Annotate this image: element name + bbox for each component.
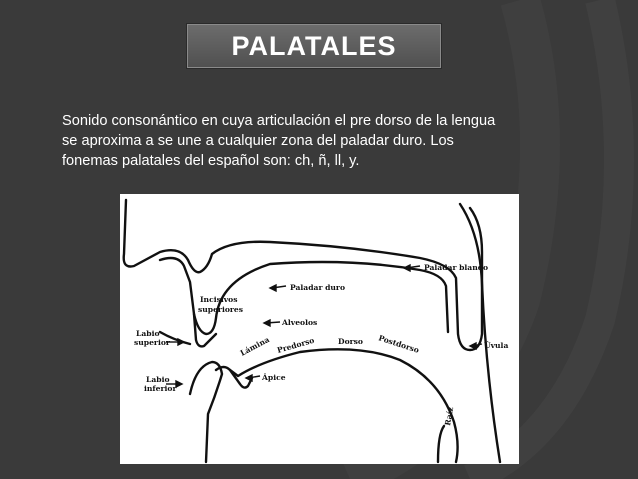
- label-lamina: Lámina: [238, 334, 271, 358]
- label-apice: Ápice: [262, 373, 286, 382]
- label-predorso: Predorso: [276, 335, 316, 355]
- label-alveolos: Alveolos: [282, 318, 318, 327]
- slide-paragraph: [62, 111, 562, 171]
- slide-title: PALATALES: [231, 30, 397, 61]
- label-incisivos-1: Incisivos: [200, 295, 238, 304]
- paragraph-line: Sonido consonántico en cuya articulación el pre dorso de la lengua: [62, 113, 496, 129]
- paragraph-line: se aproxima a se une a cualquier zona del paladar duro. Los: [62, 133, 454, 149]
- label-dorso: Dorso: [338, 337, 363, 346]
- label-paladar-duro: Paladar duro: [290, 283, 346, 292]
- paragraph-line: fonemas palatales del español son: ch, ñ, ll, y.: [62, 153, 360, 169]
- label-labio-inferior-1: Labio: [146, 375, 170, 384]
- label-uvula: Úvula: [484, 341, 509, 350]
- label-postdorso: Postdorso: [377, 333, 421, 355]
- label-labio-superior-1: Labio: [136, 329, 160, 338]
- label-incisivos-2: superiores: [198, 305, 243, 314]
- title-box: [187, 24, 441, 68]
- label-labio-superior-2: superior: [134, 338, 170, 347]
- label-raiz: Raíz: [443, 406, 456, 427]
- palatal-diagram: [120, 194, 519, 464]
- label-paladar-blando: Paladar blando: [424, 263, 489, 272]
- vocal-tract-svg: [120, 194, 519, 464]
- label-labio-inferior-2: inferior: [144, 384, 177, 393]
